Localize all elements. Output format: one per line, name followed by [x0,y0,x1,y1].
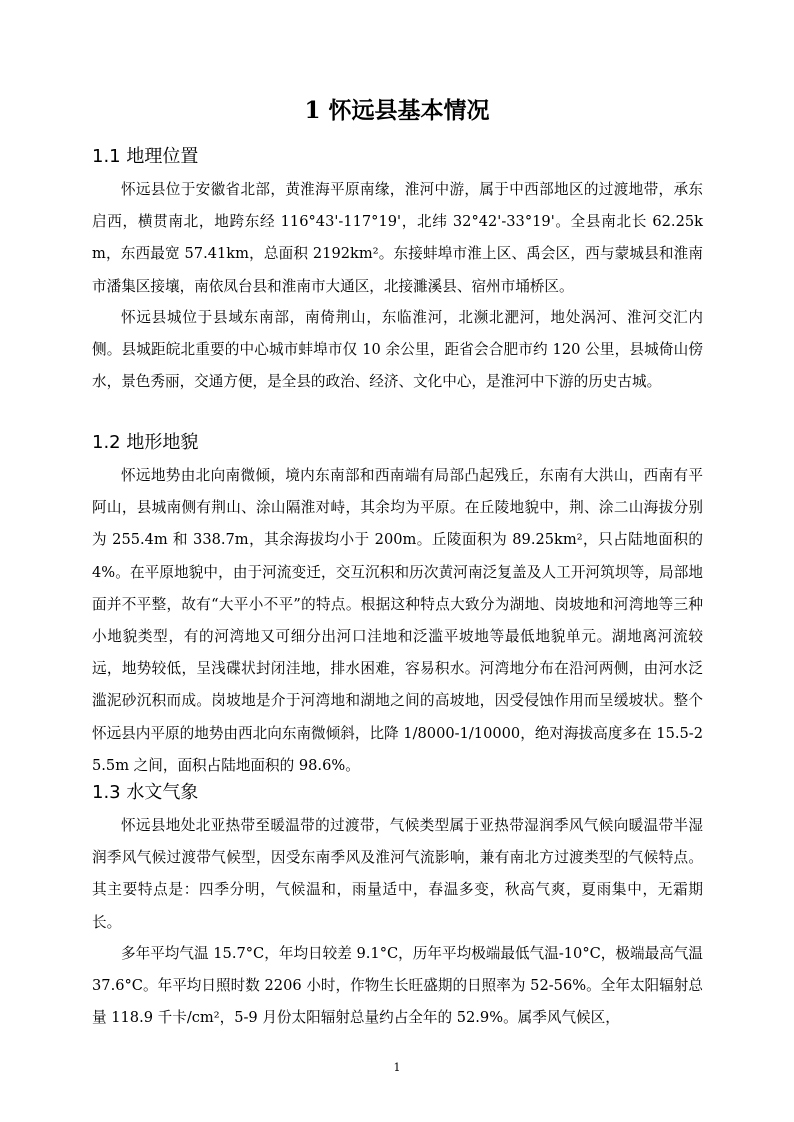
paragraph-terrain: 怀远地势由北向南微倾，境内东南部和西南端有局部凸起残丘，东南有大洪山，西南有平阿山，县城南侧有荆山、涂山隔淮对峙，其余均为平原。在丘陵地貌中，荆、涂二山海拔分别为 255.4m 和 338.7m，其余海拔均小于 200m。丘陵面积为 89.25km²，只占陆地面积的 4%。在平原地貌中，由于河流变迁，交互沉积和历次黄河南泛复盖及人工开河筑坝等，局部地面并不平整，故有“大平小不平”的特点。根据这种特点大致分为湖地、岗坡地和河湾地等三种小地貌类型，有的河湾地又可细分出河口洼地和泛滥平坡地等最低地貌单元。湖地离河流较远，地势较低，呈浅碟状封闭洼地，排水困难，容易积水。河湾地分布在沿河两侧，由河水泛滥泥砂沉积而成。岗坡地是介于河湾地和湖地之间的高坡地，因受侵蚀作用而呈缓坡状。整个怀远县内平原的地势由西北向东南微倾斜，比降 1/8000-1/10000，绝对海拔高度多在 15.5-25.5m 之间，面积占陆地面积的 98.6%。 [92,467,703,774]
paragraph-county-seat: 怀远县城位于县域东南部，南倚荆山，东临淮河，北濒北淝河，地处涡河、淮河交汇内侧。县城距皖北重要的中心城市蚌埠市仅 10 余公里，距省会合肥市约 120 公里，县城倚山傍水，景色秀丽，交通方便，是全县的政治、经济、文化中心，是淮河中下游的历史古城。 [92,309,703,391]
section-heading-terrain: 1.2 地形地貌 [92,432,199,453]
paragraph-climate-type: 怀远县地处北亚热带至暖温带的过渡带，气候类型属于亚热带湿润季风气候向暖温带半湿润季风气候过渡带气候型，因受东南季风及淮河气流影响，兼有南北方过渡类型的气候特点。其主要特点是：四季分明，气候温和，雨量适中，春温多变，秋高气爽，夏雨集中，无霜期长。 [92,817,703,931]
paragraph-geography-location: 怀远县位于安徽省北部，黄淮海平原南缘，淮河中游，属于中西部地区的过渡地带，承东启西，横贯南北，地跨东经 116°43'-117°19'，北纬 32°42'-33°19'。全县南北长 62.25km，东西最宽 57.41km，总面积 2192km²。东接蚌埠市淮上区、禹会区，西与蒙城县和淮南市潘集区接壤，南依凤台县和淮南市大通区，北接濉溪县、宿州市埇桥区。 [92,181,703,295]
section-heading-hydrology-climate: 1.3 水文气象 [92,782,199,803]
paragraph-climate-statistics: 多年平均气温 15.7°C，年均日较差 9.1°C，历年平均极端最低气温-10°C，极端最高气温 37.6°C。年平均日照时数 2206 小时，作物生长旺盛期的日照率为 52-56%。全年太阳辐射总量 118.9 千卡/cm²，5-9 月份太阳辐射总量约占全年的 52.9%。属季风气候区， [92,945,703,1027]
section-heading-geography: 1.1 地理位置 [92,146,199,167]
page-number: 1 [393,1061,401,1074]
page-title: 1 怀远县基本情况 [304,97,490,124]
